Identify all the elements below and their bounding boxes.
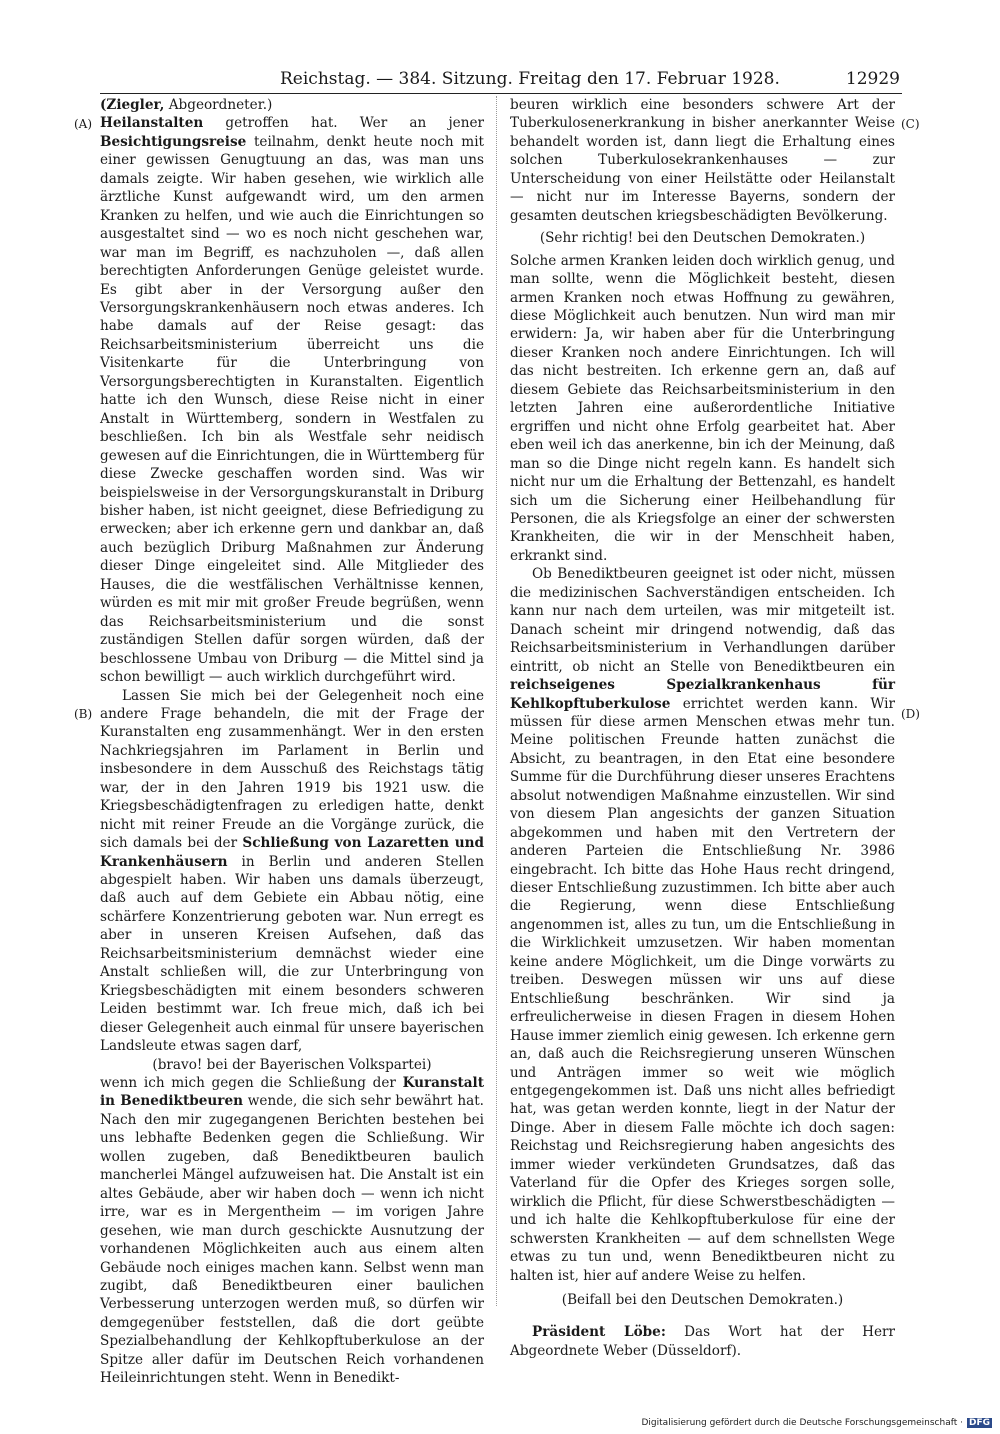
margin-marker-a: (A) bbox=[74, 117, 93, 131]
footer-text: Digitalisierung gefördert durch die Deutsche Forschungsgemeinschaft · bbox=[641, 1418, 963, 1428]
column-separator bbox=[496, 96, 497, 1306]
paragraph bbox=[100, 1074, 484, 1388]
bold-term: reichseigenes Spezialkrankenhaus für Kehlkopftuberkulose bbox=[510, 677, 895, 712]
right-column bbox=[510, 96, 895, 1360]
text-run: teilnahm, denkt heute noch mit einer gewissen Genugtuung an das, was man uns damals zeigte. Wir haben gesehen, wie wirklich alle ärztliche Kunst aufgewandt wird, um den armen Kranken zu helfen, und wie auch die Einrichtungen so ausgestaltet sind — wo es noch nicht geschehen war, war man im Begriff, es nachzuholen —, daß allen berechtigten Anforderungen Genüge geleistet wurde. Es gibt aber in der Versorgung außer den Versorgungskrankenhäusern noch etwas anderes. Ich habe damals auf der Reise gesagt: das Reichsarbeitsministerium überreicht uns die Visitenkarte für die Unterbringung von Versorgungsberechtigten in Kuranstalten. Eigentlich hatte ich den Wunsch, diese Reise nicht in einer Anstalt in Württemberg, sondern in Westfalen zu beschließen. Ich bin als Westfale sehr neidisch gewesen auf die Einrichtungen, die in Württemberg für diese Zwecke geschaffen worden sind. Was wir beispielsweise in der Versorgungskuranstalt in Driburg bisher haben, ist nicht geeignet, diese Befriedigung zu erwecken; aber ich erkenne gern und dankbar an, daß auch bezüglich Driburg Maßnahmen zur Änderung dieser Dinge eingeleitet sind. Alle Mitglieder des Hauses, die die westfälischen Verhältnisse kennen, würden es mit mir mit großer Freude begrüßen, wenn das Reichsarbeitsministerium und die sonst zuständigen Stellen dafür sorgen würden, daß der beschlossene Umbau von Driburg — die Mittel sind ja schon bewilligt — auch wirklich durchgeführt wird. bbox=[100, 133, 484, 686]
bold-term: Besichtigungsreise bbox=[100, 133, 247, 150]
speaker-role: Abgeordneter.) bbox=[168, 97, 273, 113]
margin-marker-d: (D) bbox=[901, 707, 920, 721]
text-run: Lassen Sie mich bei der Gelegenheit noch eine andere Frage behandeln, die mit der Frage der Kuranstalten eng zusammenhängt. Wer in den ersten Nachkriegsjahren im Parlament in Berlin und insbesondere in dem Ausschuß des Reichstags tätig war, der in den Jahren 1919 bis 1921 usw. die Kriegsbeschädigtenfragen zu erledigen hatte, denkt nicht mit reiner Freude an die Vorgänge zurück, die sich damals bei der bbox=[100, 687, 484, 852]
page-header bbox=[100, 64, 900, 94]
paragraph: beuren wirklich eine besonders schwere Art der Tuberkulosenerkrankung in bisher anerkannter Weise behandelt worden ist, dann liegt die Erhaltung eines solchen Tuberkulosekrankenhauses — zur Unterscheidung von einer Heilstätte oder Heilanstalt — nicht nur im Interesse Bayerns, sondern der gesamten deutschen kriegsbeschädigten Bevölkerung. bbox=[510, 97, 895, 224]
president-name: Präsident Löbe: bbox=[532, 1324, 666, 1341]
dfg-logo: DFG bbox=[968, 1418, 990, 1428]
paragraph bbox=[100, 687, 484, 1056]
text-run: Ob Benediktbeuren geeignet ist oder nicht, müssen die medizinischen Sachverständigen entscheiden. Ich kann nur nach dem urteilen, was mir mitgeteilt ist. Danach scheint mir dringend notwendig, daß das Reichsarbeitsministerium in Verhandlungen darüber eintritt, ob nicht an Stelle von Benediktbeuren ein bbox=[510, 566, 895, 675]
page-number: 12929 bbox=[845, 69, 900, 89]
header-title: Reichstag. — 384. Sitzung. Freitag den 17. Februar 1928. bbox=[280, 69, 780, 89]
interjection: (Beifall bei den Deutschen Demokraten.) bbox=[561, 1292, 844, 1308]
text-run: errichtet werden kann. Wir müssen für diese armen Menschen etwas mehr tun. Meine politischen Freunde hatten zunächst die Absicht, zu beantragen, in den Etat eine besondere Summe für die Durchführung dieser unseres Erachtens absolut notwendigen Maßnahme einzustellen. Wir sind von diesem Plan angesichts der ganzen Situation abgekommen und haben mit den Vertretern der anderen Parteien die Entschließung Nr. 3986 eingebracht. Ich bitte das Hohe Haus recht dringend, dieser Entschließung zuzustimmen. Ich bitte aber auch die Regierung, wenn diese Entschließung angenommen ist, alles zu tun, um die Entschließung in die Wirklichkeit umzusetzen. Wir haben momentan keine andere Möglichkeit, um die Dinge vorwärts zu treiben. Deswegen müssen wir uns auf diese Entschließung beschränken. Wir sind ja erfreulicherweise in diesen Fragen in diesem Hohen Hause immer ziemlich einig gewesen. Ich erkenne gern an, daß auch die Reichsregierung unseren Wünschen und Anträgen immer so weit wie möglich entgegengekommen ist. Daß uns nicht alles befriedigt hat, was getan werden konnte, liegt in der Natur der Dinge. Aber in diesem Falle möchte ich doch sagen: Reichstag und Reichsregierung haben angesichts des immer wieder verkündeten Grundsatzes, daß das Vaterland für die Opfer des Krieges sorgen solle, wirklich die Pflicht, für diese Schwerstbeschädigten — und ich halte die Kehlkopftuberkulose für eine der schwersten Krankheiten — auf dem schnellsten Wege etwas zu tun und, wenn Benediktbeuren nicht zu halten ist, hier auf andere Weise zu helfen. bbox=[510, 695, 895, 1284]
bold-term: Kuranstalt in Benediktbeuren bbox=[100, 1075, 484, 1110]
interjection: (bravo! bei der Bayerischen Volkspartei) bbox=[152, 1056, 432, 1073]
margin-marker-c: (C) bbox=[901, 117, 920, 131]
interjection: (Sehr richtig! bei den Deutschen Demokraten.) bbox=[539, 230, 866, 247]
speaker-name: (Ziegler, bbox=[100, 97, 165, 113]
margin-marker-b: (B) bbox=[74, 707, 93, 721]
paragraph bbox=[510, 565, 895, 1285]
bold-term: Schließung von Lazaretten und Krankenhäusern bbox=[100, 835, 484, 870]
text-run: in Berlin und anderen Stellen abgespielt haben. Wir haben uns damals überzeugt, daß auch auf dem Gebiete ein Abbau nötig, eine schärfere Konzentrierung geboten war. Nun erregt es aber in unseren Kreisen Aufsehen, daß das Reichsarbeitsministerium demnächst wieder eine Anstalt schließen will, die zur Unterbringung von Kriegsbeschädigten mit einem besonders schweren Leiden bestimmt war. Ich freue mich, daß ich bei dieser Gelegenheit auch einmal für unsere bayerischen Landsleute etwas sagen darf, bbox=[100, 853, 484, 1055]
text-run: getroffen hat. Wer an jener bbox=[203, 115, 484, 132]
paragraph: Solche armen Kranken leiden doch wirklich genug, und man sollte, wenn die Möglichkeit besteht, diesen armen Kranken noch etwas Hoffnung zu gewähren, diese Möglichkeit auch benutzen. Nun wird man mir erwidern: Ja, wir haben aber für die Unterbringung dieser Kranken noch andere Einrichtungen. Ich will das nicht bestreiten. Ich erkenne gern an, daß auf diesem Gebiete das Reichsarbeitsministerium in den letzten Jahren eine außerordentliche Initiative ergriffen und nicht ohne Erfolg gearbeitet hat. Aber eben weil ich das anerkenne, bin ich der Meinung, daß man so die Dinge nicht regeln kann. Es handelt sich nicht nur um die Erhaltung der Bettenzahl, es handelt sich um die Sicherung einer Heilbehandlung für Personen, die als Kriegsfolge an einer der schwersten Krankheiten, die wir in der Menschheit haben, erkrankt sind. bbox=[510, 252, 895, 564]
left-column bbox=[100, 96, 484, 1388]
header-rule bbox=[100, 93, 902, 94]
paragraph bbox=[100, 114, 484, 686]
bold-term: Heilanstalten bbox=[100, 115, 204, 132]
president-statement bbox=[510, 1323, 895, 1360]
text-run: Das Wort hat der Herr Abgeordnete Weber (Düsseldorf). bbox=[510, 1324, 895, 1359]
text-run: wende, die sich sehr bewährt hat. Nach den mir zugegangenen Berichten bestehen bei uns lebhafte Bedenken gegen die Schließung. Wir wollen zugeben, daß Benediktbeuren baulich mancherlei Mängel aufzuweisen hat. Die Anstalt ist ein altes Gebäude, aber wir haben doch — wenn ich nicht irre, war es in Mergentheim — im vorigen Jahre gesehen, wie man durch geschickte Ausnutzung der vorhandenen Möglichkeiten auch aus einem alten Gebäude noch einiges machen kann. Selbst wenn man zugibt, daß Benediktbeuren einer baulichen Verbesserung unterzogen werden muß, so dürfen wir demgegenüber feststellen, daß die dort geübte Spezialbehandlung der Kehlkopftuberkulose an der Spitze aller dafür im Deutschen Reich vorhandenen Heileinrichtungen steht. Wenn in Benedikt- bbox=[100, 1093, 484, 1387]
digitization-footer bbox=[642, 1418, 993, 1428]
speaker-line bbox=[100, 96, 484, 114]
text-run: wenn ich mich gegen die Schließung der bbox=[100, 1075, 403, 1092]
